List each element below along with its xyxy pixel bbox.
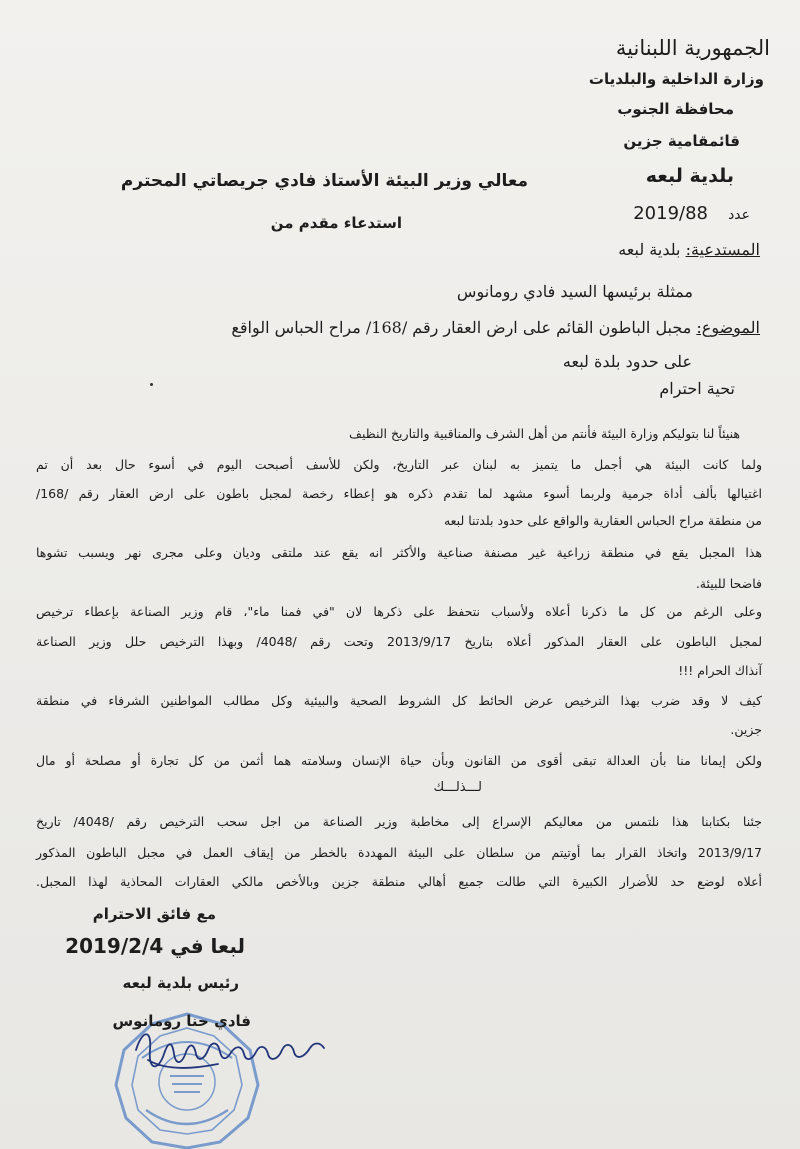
reference-number: 2019/88	[633, 203, 708, 224]
stray-dot	[150, 383, 153, 386]
recipient-line: معالي وزير البيئة الأستاذ فادي جريصاتي المحترم	[120, 171, 528, 191]
body-paragraph-2-line-3: من منطقة مراح الحباس العقارية والواقع على حدود بلدتنا لبعه	[443, 513, 762, 528]
ministry-header: وزارة الداخلية والبلديات	[588, 70, 764, 88]
subject-continuation: على حدود بلدة لبعه	[562, 352, 692, 371]
closing-phrase: مع فائق الاحترام	[92, 905, 216, 923]
subject-line	[231, 318, 760, 337]
subject-text: مجبل الباطون القائم على ارض العقار رقم /168/ مراح الحباس الواقع	[231, 318, 697, 337]
subject-label: الموضوع:	[696, 318, 760, 337]
body-paragraph-3-line-1: هذا المجبل يقع في منطقة زراعية غير مصنفة صناعية والأكثر انه يقع عند ملتقى وديان وعلى مجرى نهر ويسبب تشوها	[36, 545, 762, 560]
body-paragraph-3-line-2: فاضحا للبيئة.	[695, 576, 762, 591]
place-and-date: لبعا في 2019/2/4	[65, 934, 245, 958]
body-paragraph-2-line-1: ولما كانت البيئة هي أجمل ما يتميز به لبنان عبر التاريخ، ولكن للأسف أصبحت اليوم في أسوء حال بعد أن تم	[36, 457, 762, 472]
district-header: قائمقامية جزين	[623, 132, 740, 150]
mayor-name: فادي حنا رومانوس	[112, 1012, 251, 1030]
municipality-name: بلدية لبعه	[645, 165, 734, 187]
reference-label: عدد	[728, 207, 750, 223]
body-paragraph-2-line-2: اغتيالها بألف أداة جرمية ولربما أسوء مشهد لما تقدم ذكره هو إعطاء رخصة لمجبل باطون على ارض العقار رقم /168/	[36, 486, 762, 501]
greeting: تحية احترام	[659, 379, 735, 398]
body-paragraph-6-line-1: ولكن إيمانا منا بأن العدالة تبقى أقوى من القانون وبأن حياة الإنسان وسلامته هما أثمن من كل تجارة أو مصلحة أو مال	[36, 753, 762, 768]
therefore-heading: لـــذلـــك	[433, 780, 482, 795]
represented-by: ممثلة برئيسها السيد فادي رومانوس	[456, 282, 693, 301]
body-paragraph-5-line-2: جزين.	[730, 722, 762, 737]
mayor-title: رئيس بلدية لبعه	[122, 974, 239, 992]
body-paragraph-7-line-2: 2013/9/17 واتخاذ القرار بما أوتيتم من سلطان على البيئة المهددة بالخطر من إيقاف العمل في مجبل الباطون المذكور	[36, 845, 762, 860]
body-paragraph-4-line-2: لمجبل الباطون على العقار المذكور أعلاه بتاريخ 2013/9/17 وتحت رقم /4048/ وبهذا الترخيص حلل وزير الصناعة	[36, 634, 762, 649]
body-paragraph-7-line-1: جئنا بكتابنا هذا نلتمس من معاليكم الإسراع إلى مخاطبة وزير الصناعة من اجل سحب الترخيص رقم /4048/ تاريخ	[36, 814, 763, 829]
body-paragraph-5-line-1: كيف لا وقد ضرب بهذا الترخيص عرض الحائط كل الشروط الصحية والبيئية وكل مطالب المواطنين الشرفاء في منطقة	[36, 693, 762, 708]
body-paragraph-4-line-3: آنذاك الحرام !!!	[678, 663, 762, 678]
body-paragraph-7-line-3: أعلاه لوضع حد للأضرار الكبيرة التي طالت جميع أهالي منطقة جزين وبالأخص مالكي العقارات المحاذية لهذا المجبل.	[36, 874, 762, 889]
governorate-header: محافظة الجنوب	[617, 100, 734, 118]
handwritten-signature	[128, 1020, 328, 1090]
body-paragraph-4-line-1: وعلى الرغم من كل ما ذكرنا أعلاه ولأسباب نتحفظ على ذكرها لان "في فمنا ماء"، قام وزير الصناعة بإعطاء ترخيص	[36, 604, 762, 619]
applicant-label: المستدعية:	[685, 240, 760, 259]
applicant-value: بلدية لبعه	[618, 240, 686, 259]
republic-header: الجمهورية اللبنانية	[615, 36, 770, 60]
body-paragraph-1: هنيئاً لنا بتوليكم وزارة البيئة فأنتم من أهل الشرف والمناقبية والتاريخ النظيف	[349, 426, 740, 441]
submission-title: استدعاء مقدم من	[270, 214, 402, 232]
applicant-line	[618, 240, 760, 259]
